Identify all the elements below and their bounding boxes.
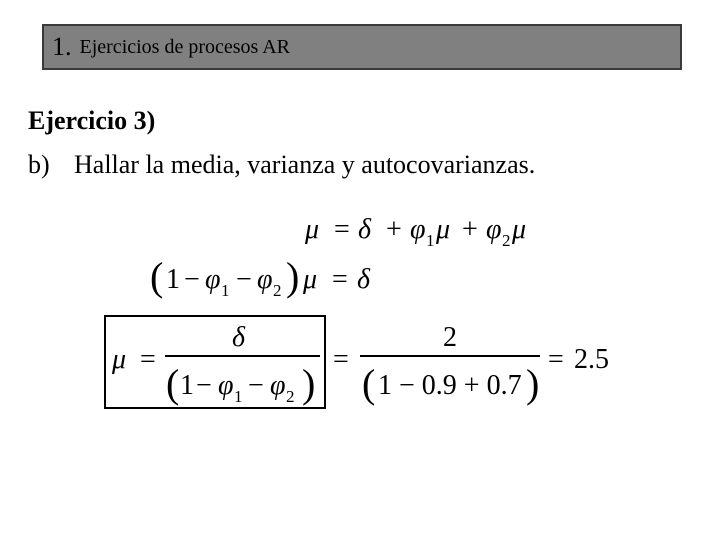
eq3-result: 2.5	[574, 344, 609, 375]
eq2-phi-1: φ	[205, 264, 221, 295]
equation-mean-solution	[111, 322, 609, 406]
eq3-one: 1	[180, 370, 194, 401]
eq3-close-paren: )	[302, 361, 316, 406]
eq3-equals-2: =	[333, 344, 349, 375]
slide-number: 1.	[52, 32, 72, 61]
part-text: Hallar la media, varianza y autocovarianzas.	[74, 150, 536, 179]
eq1-plus-2: +	[462, 214, 478, 245]
eq3-equals-3: =	[548, 344, 564, 375]
eq3-equals-1: =	[140, 344, 156, 375]
eq1-sub-2: 2	[502, 231, 511, 250]
eq3-minus-1: −	[196, 370, 212, 401]
slide-title: Ejercicios de procesos AR	[79, 35, 290, 58]
eq2-equals: =	[332, 264, 348, 295]
eq2-open-paren: (	[150, 254, 164, 299]
eq2-minus-1: −	[184, 264, 200, 295]
eq2-sub-2: 2	[273, 281, 282, 300]
eq1-mu-3: μ	[512, 214, 527, 245]
eq3-open-paren-2: (	[362, 361, 376, 406]
eq2-mu: μ	[303, 264, 318, 295]
equation-mean-rearranged	[150, 254, 371, 300]
eq1-sub-1: 1	[426, 231, 435, 250]
eq3-minus-2: −	[248, 370, 264, 401]
eq2-phi-2: φ	[257, 264, 273, 295]
exercise-heading: Ejercicio 3)	[28, 106, 156, 135]
eq3-mu: μ	[112, 344, 127, 375]
eq3-sub-2: 2	[286, 387, 295, 406]
eq2-delta: δ	[357, 264, 371, 295]
equation-mean-definition	[304, 214, 526, 250]
eq1-delta: δ	[358, 214, 372, 245]
eq3-numerator-2: 2	[443, 322, 457, 353]
part-label: b)	[28, 150, 50, 179]
eq3-sub-1: 1	[234, 387, 243, 406]
eq3-close-paren-2: )	[526, 361, 540, 406]
eq2-minus-2: −	[236, 264, 252, 295]
eq3-phi-2: φ	[270, 370, 286, 401]
eq1-equals: =	[334, 214, 350, 245]
eq3-open-paren: (	[166, 361, 180, 406]
eq1-phi-1: φ	[410, 214, 426, 245]
eq3-denominator-2: 1 − 0.9 + 0.7	[378, 370, 522, 401]
eq1-mu-2: μ	[436, 214, 451, 245]
eq1-phi-2: φ	[486, 214, 502, 245]
eq2-close-paren: )	[286, 254, 300, 299]
eq3-phi-1: φ	[218, 370, 234, 401]
eq2-one: 1	[166, 264, 180, 295]
eq2-sub-1: 1	[221, 281, 230, 300]
eq1-mu: μ	[305, 214, 320, 245]
eq3-delta: δ	[232, 322, 246, 353]
eq1-plus-1: +	[386, 214, 402, 245]
